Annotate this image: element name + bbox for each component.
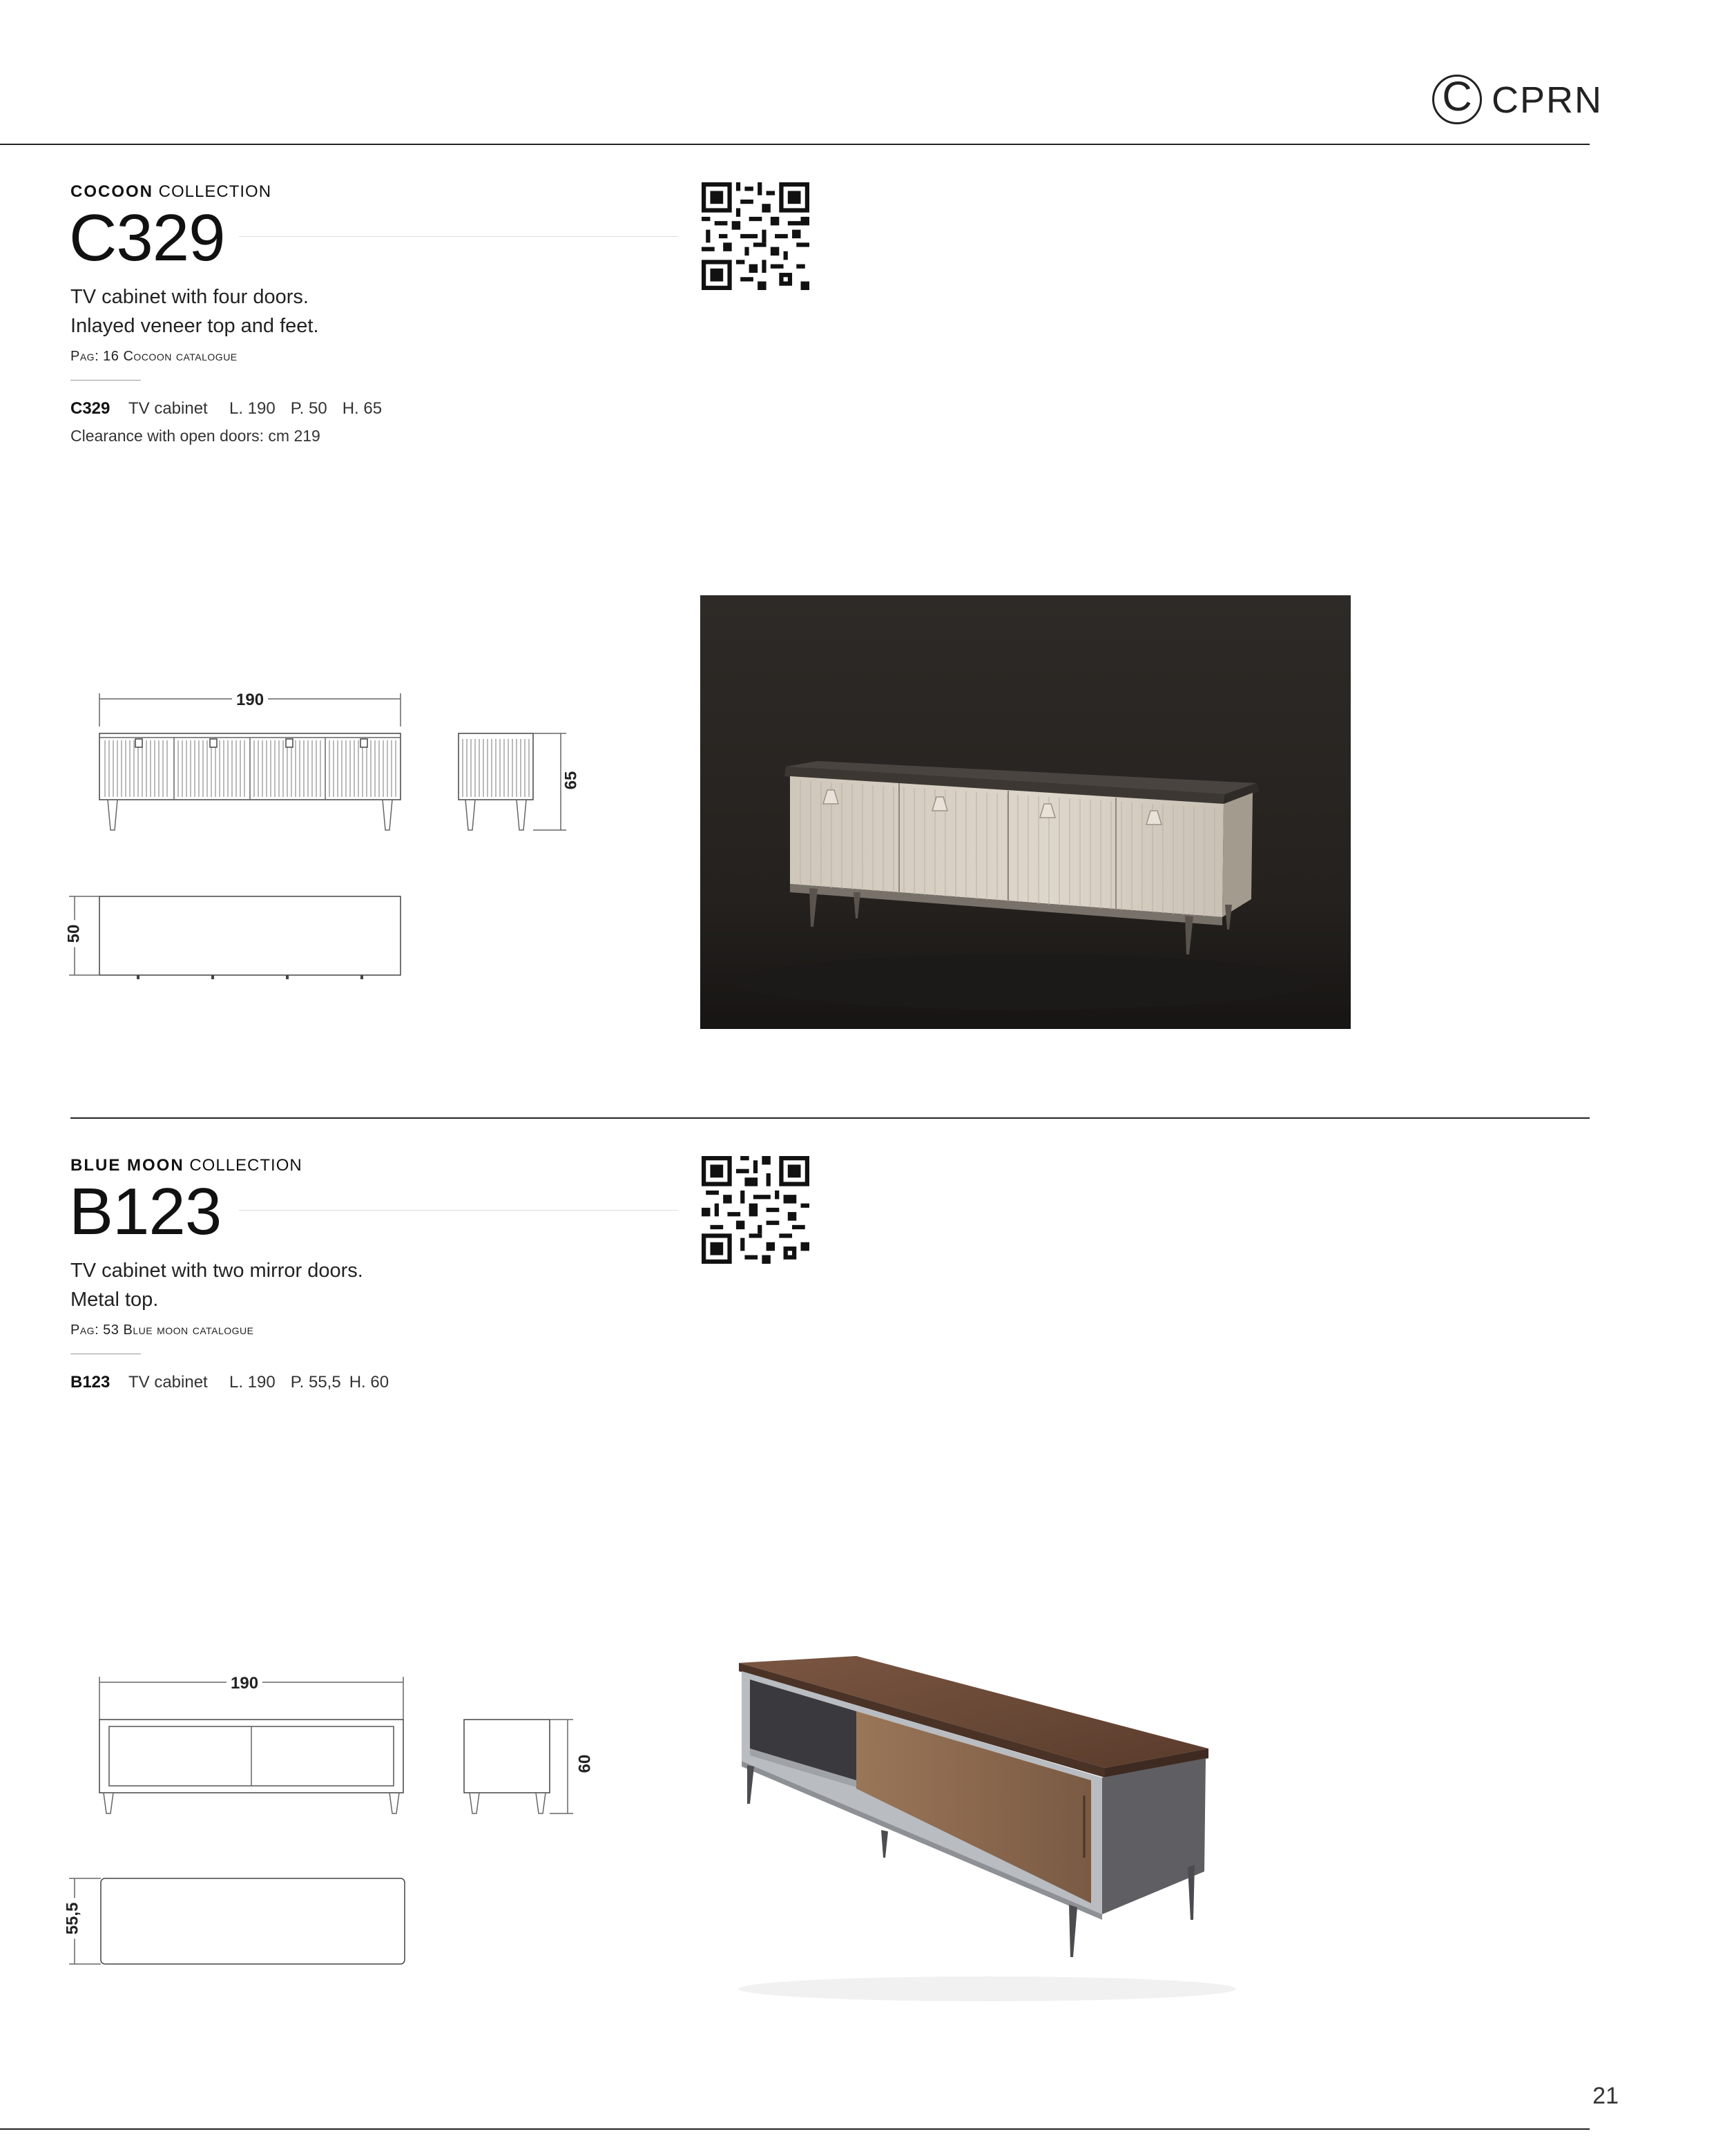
logo-c-icon: C	[1442, 73, 1472, 119]
technical-drawing-2	[62, 1667, 608, 1971]
dimension-width-2: 190	[227, 1674, 262, 1693]
collection-title-1: COCOON COLLECTION	[70, 182, 272, 201]
collection-title-2: BLUE MOON COLLECTION	[70, 1156, 302, 1175]
product-code-1: C329	[69, 201, 225, 275]
short-divider-1	[70, 380, 141, 381]
dimension-height-2: 60	[575, 1751, 595, 1778]
product-photo-b123	[718, 1630, 1243, 2003]
qr-code-icon[interactable]	[702, 1156, 809, 1264]
logo-text: CPRN	[1492, 79, 1603, 121]
page-number: 21	[1592, 2083, 1619, 2109]
clearance-note-1: Clearance with open doors: cm 219	[70, 427, 320, 445]
product-description-2: TV cabinet with two mirror doors. Metal top.	[70, 1260, 363, 1311]
dimension-height-1: 65	[561, 767, 581, 794]
footer-rule	[0, 2128, 1590, 2130]
catalogue-page-ref-2: Pag: 53 Blue moon catalogue	[70, 1322, 254, 1338]
product-description-1: TV cabinet with four doors. Inlayed veneer top and feet.	[70, 286, 319, 337]
code-divider-2	[239, 1210, 678, 1211]
qr-code-icon[interactable]	[702, 182, 809, 290]
product-photo-c329	[700, 595, 1351, 1029]
product-code-2: B123	[69, 1175, 222, 1249]
spec-row-1: C329 TV cabinet L. 190 P. 50 H. 65	[70, 399, 383, 418]
header-rule	[0, 144, 1590, 145]
dimension-width-1: 190	[232, 691, 268, 710]
code-divider-1	[239, 236, 678, 237]
cprn-logo	[1432, 72, 1603, 134]
dimension-depth-1: 50	[64, 921, 84, 947]
technical-drawing-1	[62, 684, 587, 994]
section-divider	[70, 1117, 1590, 1119]
spec-row-2: B123 TV cabinet L. 190 P. 55,5 H. 60	[70, 1373, 389, 1392]
catalogue-page-ref-1: Pag: 16 Cocoon catalogue	[70, 349, 238, 364]
dimension-depth-2: 55,5	[63, 1898, 82, 1939]
